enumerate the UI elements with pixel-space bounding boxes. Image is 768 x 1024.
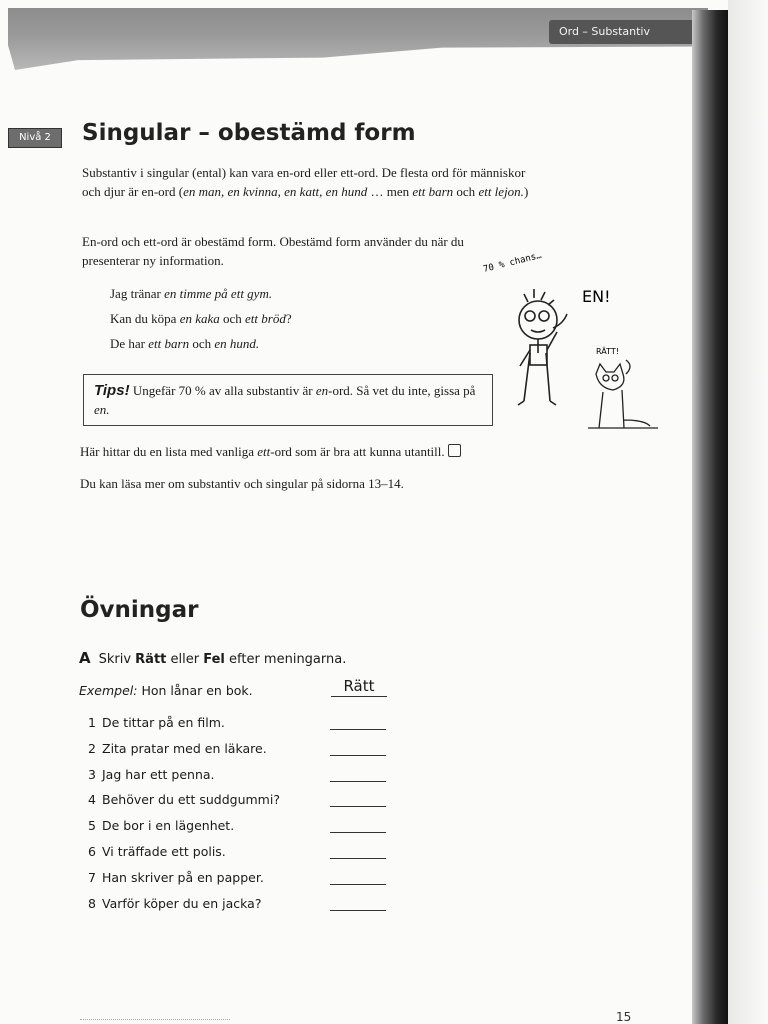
task-instruction: A Skriv Rätt eller Fel efter meningarna. [79, 649, 347, 667]
exercise-item: 8 Varför köper du en jacka? [88, 896, 408, 922]
chapter-tag: Ord – Substantiv [549, 20, 706, 44]
tips-box [83, 374, 493, 426]
intro-text: … men [367, 184, 413, 199]
tips-text: en. [94, 402, 110, 417]
speech-en: EN! [582, 287, 611, 306]
intro-paragraph [82, 163, 542, 201]
exercise-item: 4 Behöver du ett suddgummi? [88, 792, 408, 818]
answer-blank[interactable] [330, 832, 386, 833]
chance-caption: 70 % chans… [482, 250, 543, 275]
intro-text: Substantiv i singular (ental) kan vara en-ord eller ett-ord. De flesta ord för människor och djur är en-ord ( [82, 165, 526, 199]
tips-text: en [315, 383, 329, 398]
intro-text: och [453, 184, 479, 199]
intro-examples: en man, en kvinna, en katt, en hund [183, 184, 368, 199]
example-sentence: Jag tränar en timme på ett gym. [110, 286, 273, 301]
answer-blank[interactable] [330, 910, 386, 911]
tips-text: Ungefär 70 % av alla substantiv är [129, 383, 316, 398]
example-sentence: De har ett barn och en hund. [110, 336, 260, 351]
answer-blank[interactable] [330, 858, 386, 859]
example-sentences [110, 284, 470, 359]
word-list-note: Här hittar du en lista med vanliga ett-ord som är bra att kunna utantill. [80, 442, 540, 461]
answer-blank[interactable] [330, 781, 386, 782]
footer-copyright-line [80, 1019, 230, 1023]
answer-blank[interactable] [330, 806, 386, 807]
read-more-note: Du kan läsa mer om substantiv och singular på sidorna 13–14. [80, 476, 404, 491]
level-badge: Nivå 2 [8, 128, 62, 148]
tips-text: -ord. Så vet du inte, gissa på [328, 383, 476, 398]
exercise-example [79, 677, 399, 703]
exercise-item: 3 Jag har ett penna. [88, 767, 408, 793]
example-answer: Rätt [331, 677, 387, 697]
page-number: 15 [616, 1010, 632, 1024]
answer-blank[interactable] [330, 755, 386, 756]
stick-figure-cat-illustration [478, 250, 668, 440]
speech-ratt: RÄTT! [596, 347, 619, 356]
scan-margin [728, 0, 768, 1024]
exercise-item: 6 Vi träffade ett polis. [88, 844, 408, 870]
exercise-items [88, 715, 408, 921]
stick-figure [518, 289, 567, 405]
example-sentence: Kan du köpa en kaka och ett bröd? [110, 311, 292, 326]
digital-resource-icon[interactable] [448, 444, 461, 457]
answer-blank[interactable] [330, 884, 386, 885]
cat [588, 360, 658, 428]
exercise-item: 7 Han skriver på en papper. [88, 870, 408, 896]
answer-blank[interactable] [330, 729, 386, 730]
exercise-item: 2 Zita pratar med en läkare. [88, 741, 408, 767]
exercises-heading: Övningar [80, 597, 199, 623]
exercise-item: 5 De bor i en lägenhet. [88, 818, 408, 844]
example-sentence: Hon lånar en bok. [137, 683, 253, 698]
intro-examples: ett lejon. [478, 184, 524, 199]
task-letter: A [79, 649, 91, 667]
tips-label: Tips! [94, 382, 130, 399]
intro-paragraph-2: En-ord och ett-ord är obestämd form. Obestämd form använder du när du presenterar ny information. [82, 234, 464, 268]
book-spine-shadow [692, 10, 728, 1024]
intro-text: ) [523, 184, 529, 199]
intro-examples: ett barn [412, 184, 454, 199]
page-title: Singular – obestämd form [82, 120, 416, 146]
example-label: Exempel: [79, 683, 138, 698]
exercise-item: 1 De tittar på en film. [88, 715, 408, 741]
